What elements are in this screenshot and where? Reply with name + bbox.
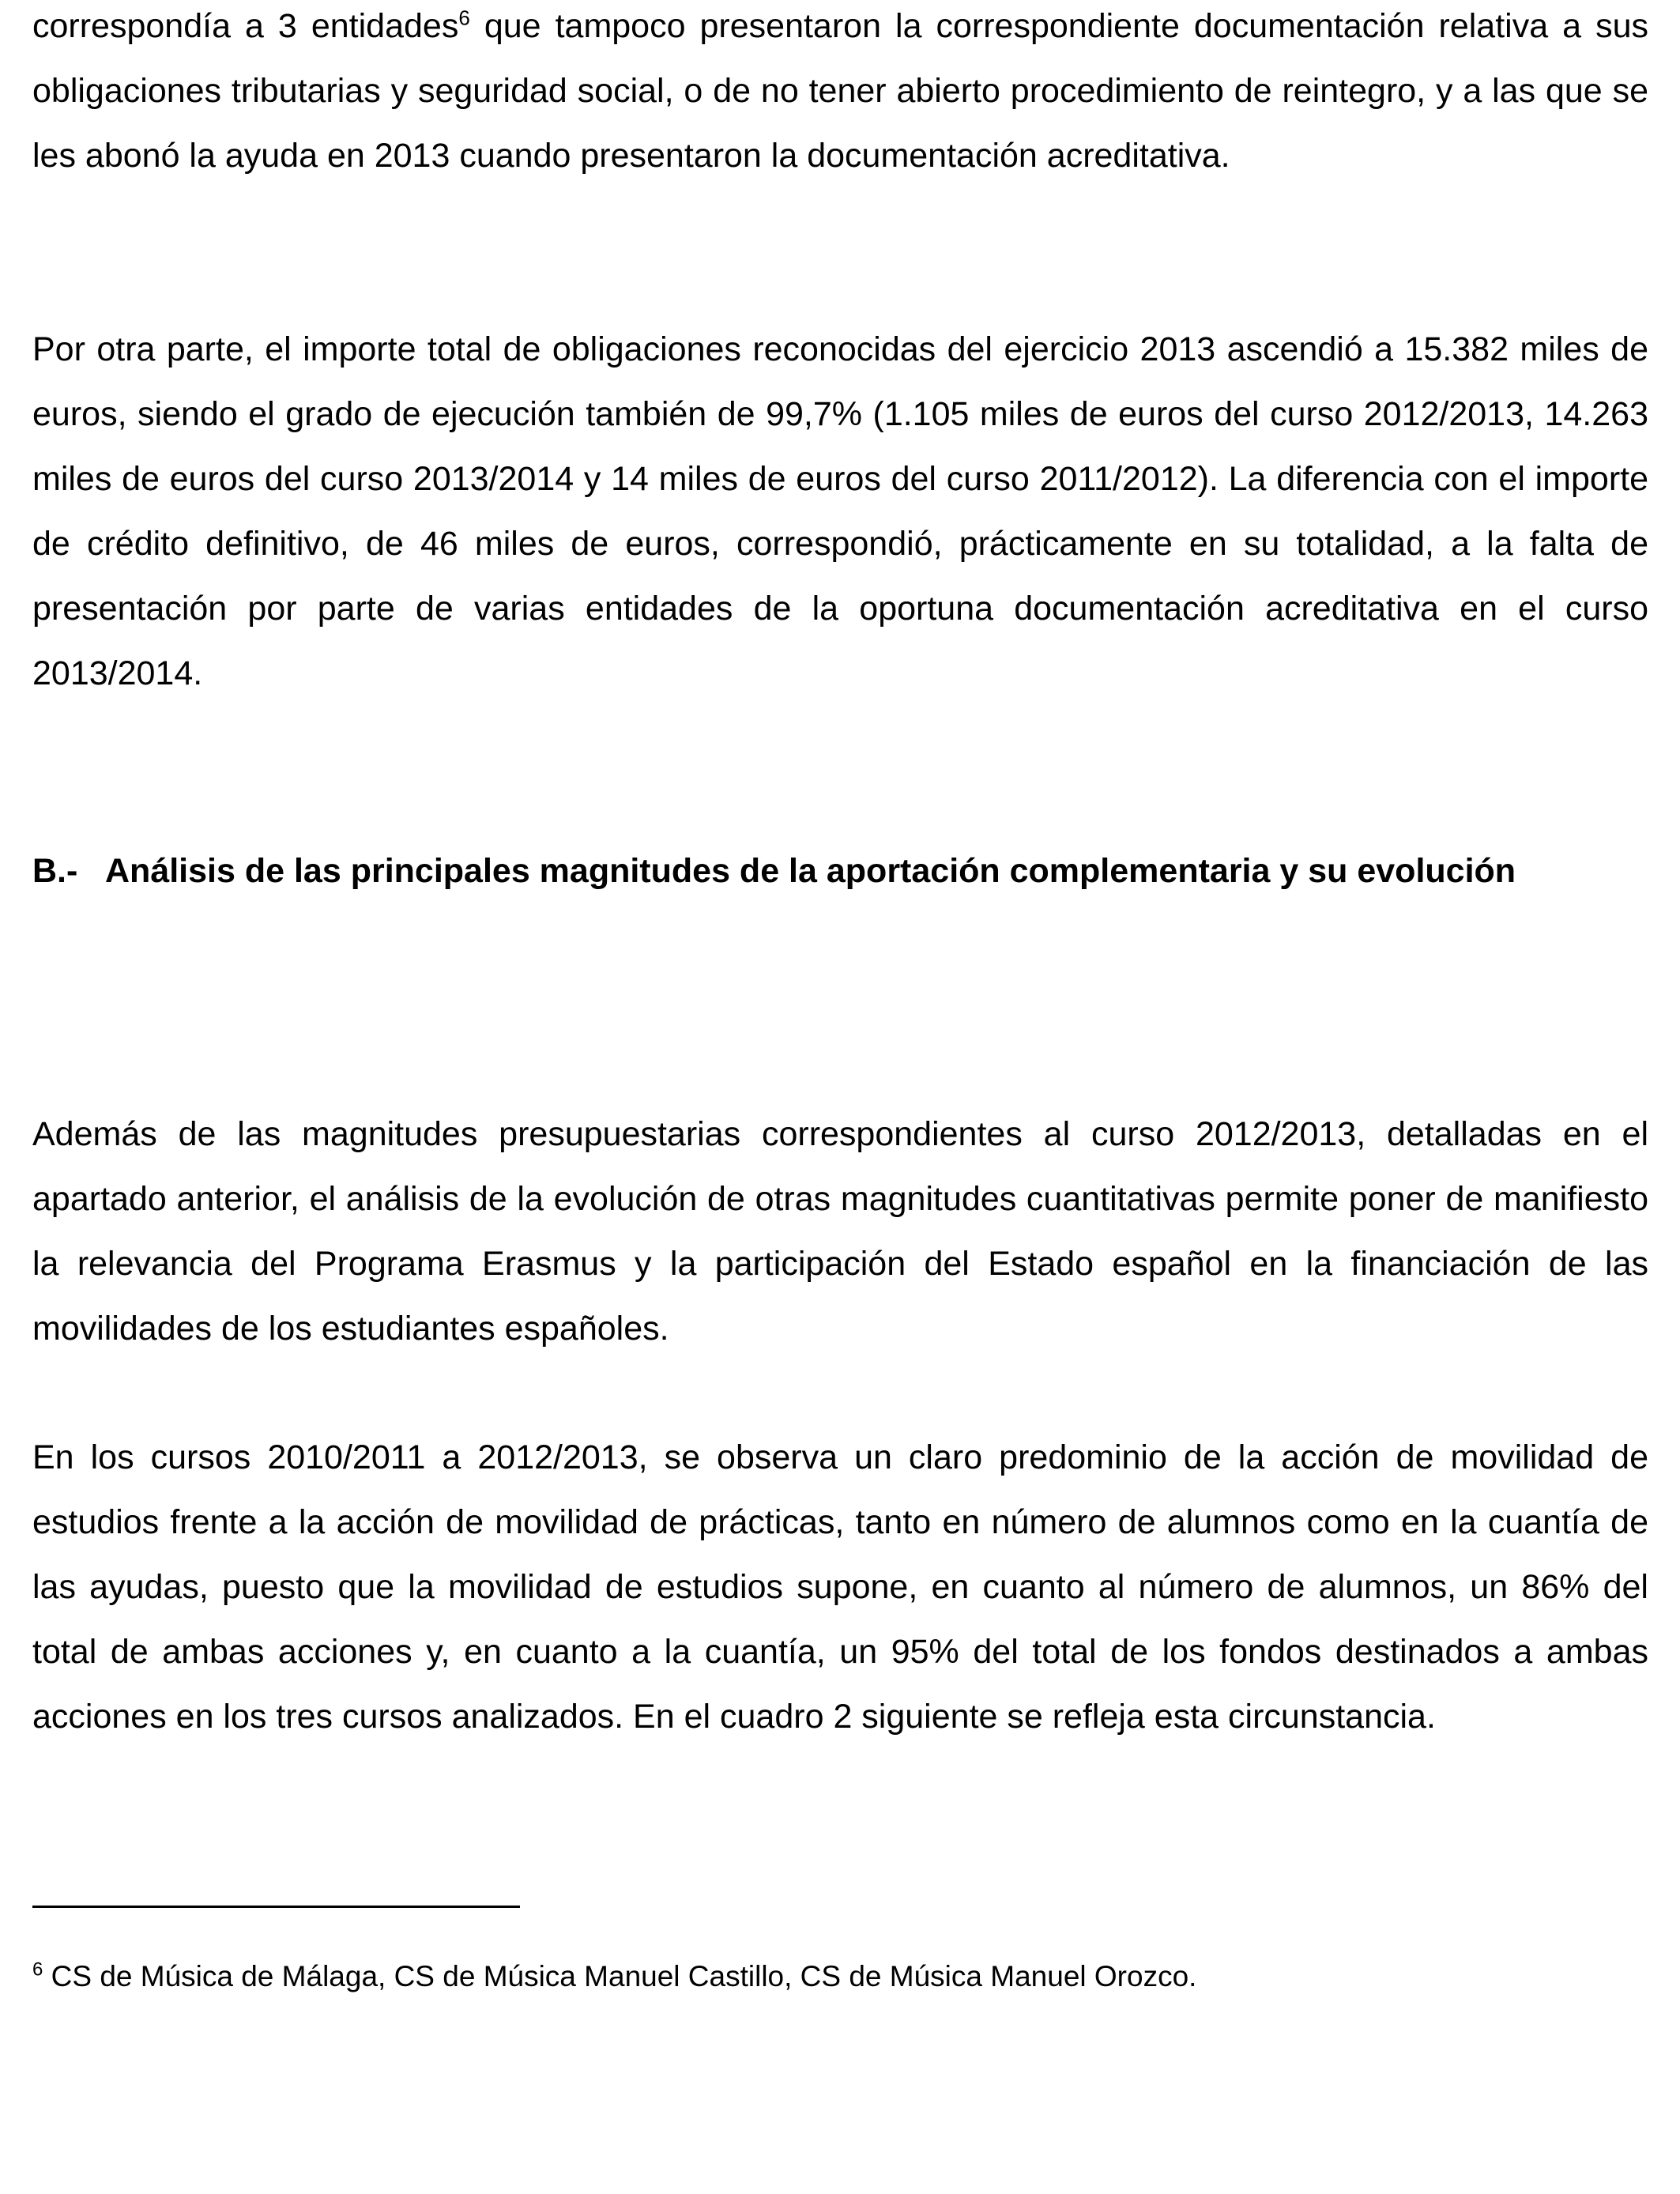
paragraph-3: Además de las magnitudes presupuestarias correspondientes al curso 2012/2013, detalladas en el apartado anterior, el análisis de la evolución de otras magnitudes cuantitativas permite poner de manifiesto la relevancia del Programa Erasmus y la participación del Estado español en la financiación de las movilidades de los estudiantes españoles. [32,1115,1648,1348]
section-heading-number: B.- [32,852,78,890]
paragraph-4: En los cursos 2010/2011 a 2012/2013, se observa un claro predominio de la acción de movilidad de estudios frente a la acción de movilidad de prácticas, tanto en número de alumnos como en la cuantía de las ayudas, puesto que la movilidad de estudios supone, en cuanto al número de alumnos, un 86% del total de ambas acciones y, en cuanto a la cuantía, un 95% del total de los fondos destinados a ambas acciones en los tres cursos analizados. En el cuadro 2 siguiente se refleja esta circunstancia. [32,1438,1648,1736]
paragraph-1 [32,0,1648,188]
footnote-reference: 6 [458,6,470,30]
footnote-text: CS de Música de Málaga, CS de Música Manuel Castillo, CS de Música Manuel Orozco. [43,1960,1197,1992]
paragraph-1-text-start: correspondía a 3 entidades [32,7,459,45]
section-heading [32,839,1648,903]
section-heading-text: Análisis de las principales magnitudes de la aportación complementaria y su evolución [105,852,1516,890]
footnote-separator [32,1906,520,1908]
paragraph-1-text-end: que tampoco presentaron la correspondiente documentación relativa a sus obligaciones tributarias y seguridad social, o de no tener abierto procedimiento de reintegro, y a las que se les abonó la ayuda en 2013 cuando presentaron la documentación acreditativa. [32,7,1648,175]
paragraph-2: Por otra parte, el importe total de obligaciones reconocidas del ejercicio 2013 ascendió a 15.382 miles de euros, siendo el grado de ejecución también de 99,7% (1.105 miles de euros del curso 2012/2013, 14.263 miles de euros del curso 2013/2014 y 14 miles de euros del curso 2011/2012). La diferencia con el importe de crédito definitivo, de 46 miles de euros, correspondió, prácticamente en su totalidad, a la falta de presentación por parte de varias entidades de la oportuna documentación acreditativa en el curso 2013/2014. [32,330,1648,692]
footnote-marker: 6 [32,1958,43,1981]
footnote [32,1957,1648,1996]
